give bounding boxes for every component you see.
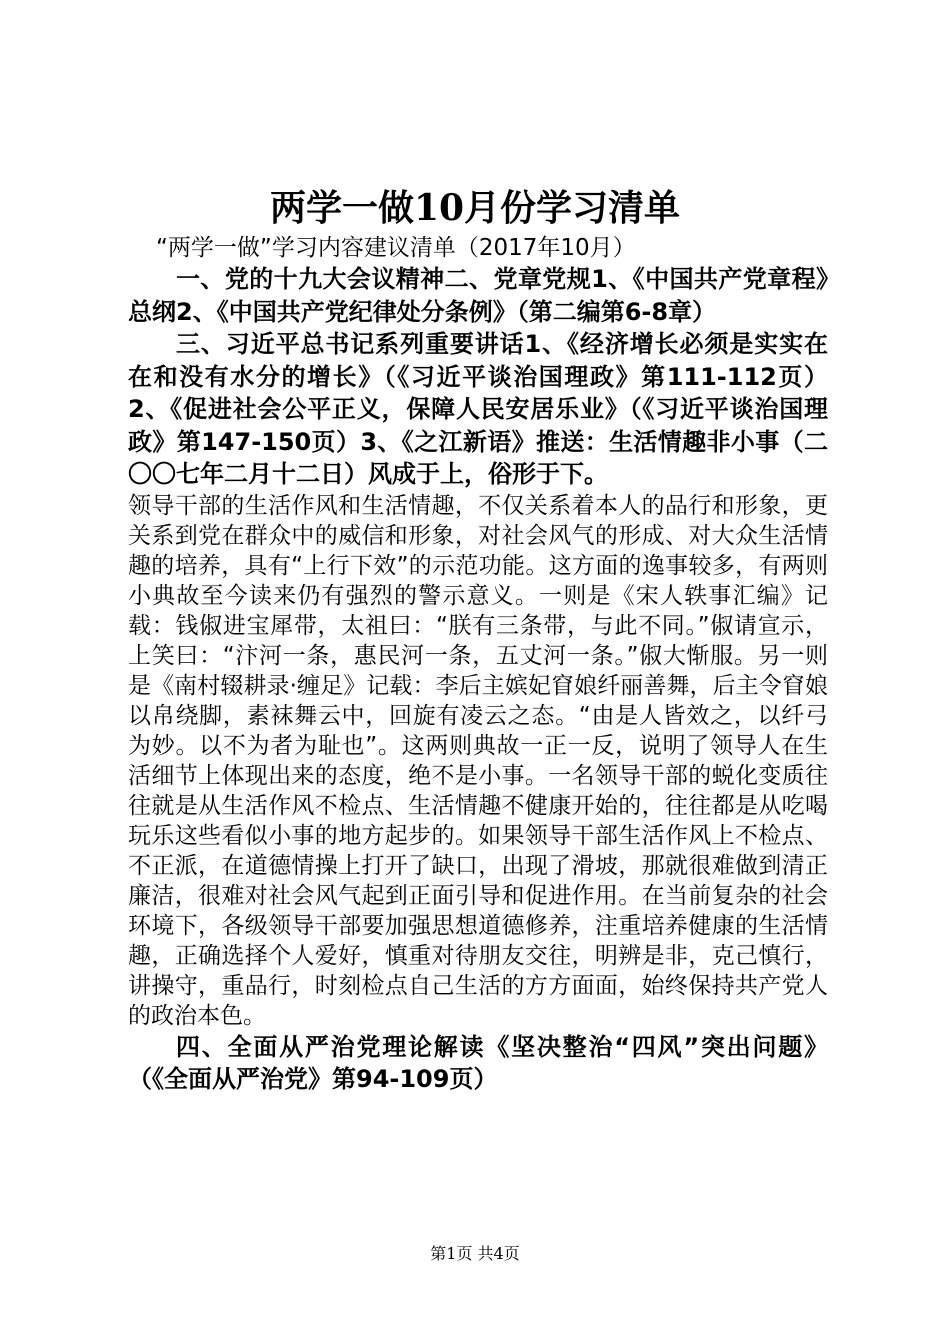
page-number-footer: 第1页 共4页 bbox=[430, 1244, 520, 1263]
document-body bbox=[128, 263, 828, 1096]
document-title: 两学一做10月份学习清单 bbox=[269, 187, 681, 229]
section-3-paragraph: 三、习近平总书记系列重要讲话1、《经济增长必须是实实在在和没有水分的增长》（《习近平谈治国理政》第111-112页）2、《促进社会公平正义，保障人民安居乐业》（《习近平谈治国理政》第147-150页）3、《之江新语》推送：生活情趣非小事（二〇〇七年二月十二日）风成于上，俗形于下。 bbox=[128, 330, 828, 488]
document-subtitle: “两学一做”学习内容建议清单（2017年10月） bbox=[156, 235, 636, 261]
section-1-2-paragraph: 一、党的十九大会议精神二、党章党规1、《中国共产党章程》总纲2、《中国共产党纪律处分条例》（第二编第6-8章） bbox=[128, 265, 828, 326]
section-4-paragraph: 四、全面从严治党理论解读《坚决整治“四风”突出问题》（《全面从严治党》第94-109页） bbox=[128, 1032, 828, 1093]
body-text-paragraph: 领导干部的生活作风和生活情趣，不仅关系着本人的品行和形象，更关系到党在群众中的威信和形象，对社会风气的形成、对大众生活情趣的培养，具有“上行下效”的示范功能。这方面的逸事较多，有两则小典故至今读来仍有强烈的警示意义。一则是《宋人轶事汇编》记载：钱俶进宝犀带，太祖曰：“朕有三条带，与此不同。”俶请宣示，上笑曰：“汴河一条，惠民河一条，五丈河一条。”俶大惭服。另一则是《南村辍耕录·缠足》记载：李后主嫔妃窅娘纤丽善舞，后主令窅娘以帛绕脚，素袜舞云中，回旋有凌云之态。“由是人皆效之，以纤弓为妙。以不为者为耻也”。这两则典故一正一反，说明了领导人在生活细节上体现出来的态度，绝不是小事。一名领导干部的蜕化变质往往就是从生活作风不检点、生活情趣不健康开始的，往往都是从吃喝玩乐这些看似小事的地方起步的。如果领导干部生活作风上不检点、不正派，在道德情操上打开了缺口，出现了滑坡，那就很难做到清正廉洁，很难对社会风气起到正面引导和促进作用。在当前复杂的社会环境下，各级领导干部要加强思想道德修养，注重培养健康的生活情趣，正确选择个人爱好，慎重对待朋友交往，明辨是非，克己慎行，讲操守，重品行，时刻检点自己生活的方方面面，始终保持共产党人的政治本色。 bbox=[128, 492, 828, 1029]
